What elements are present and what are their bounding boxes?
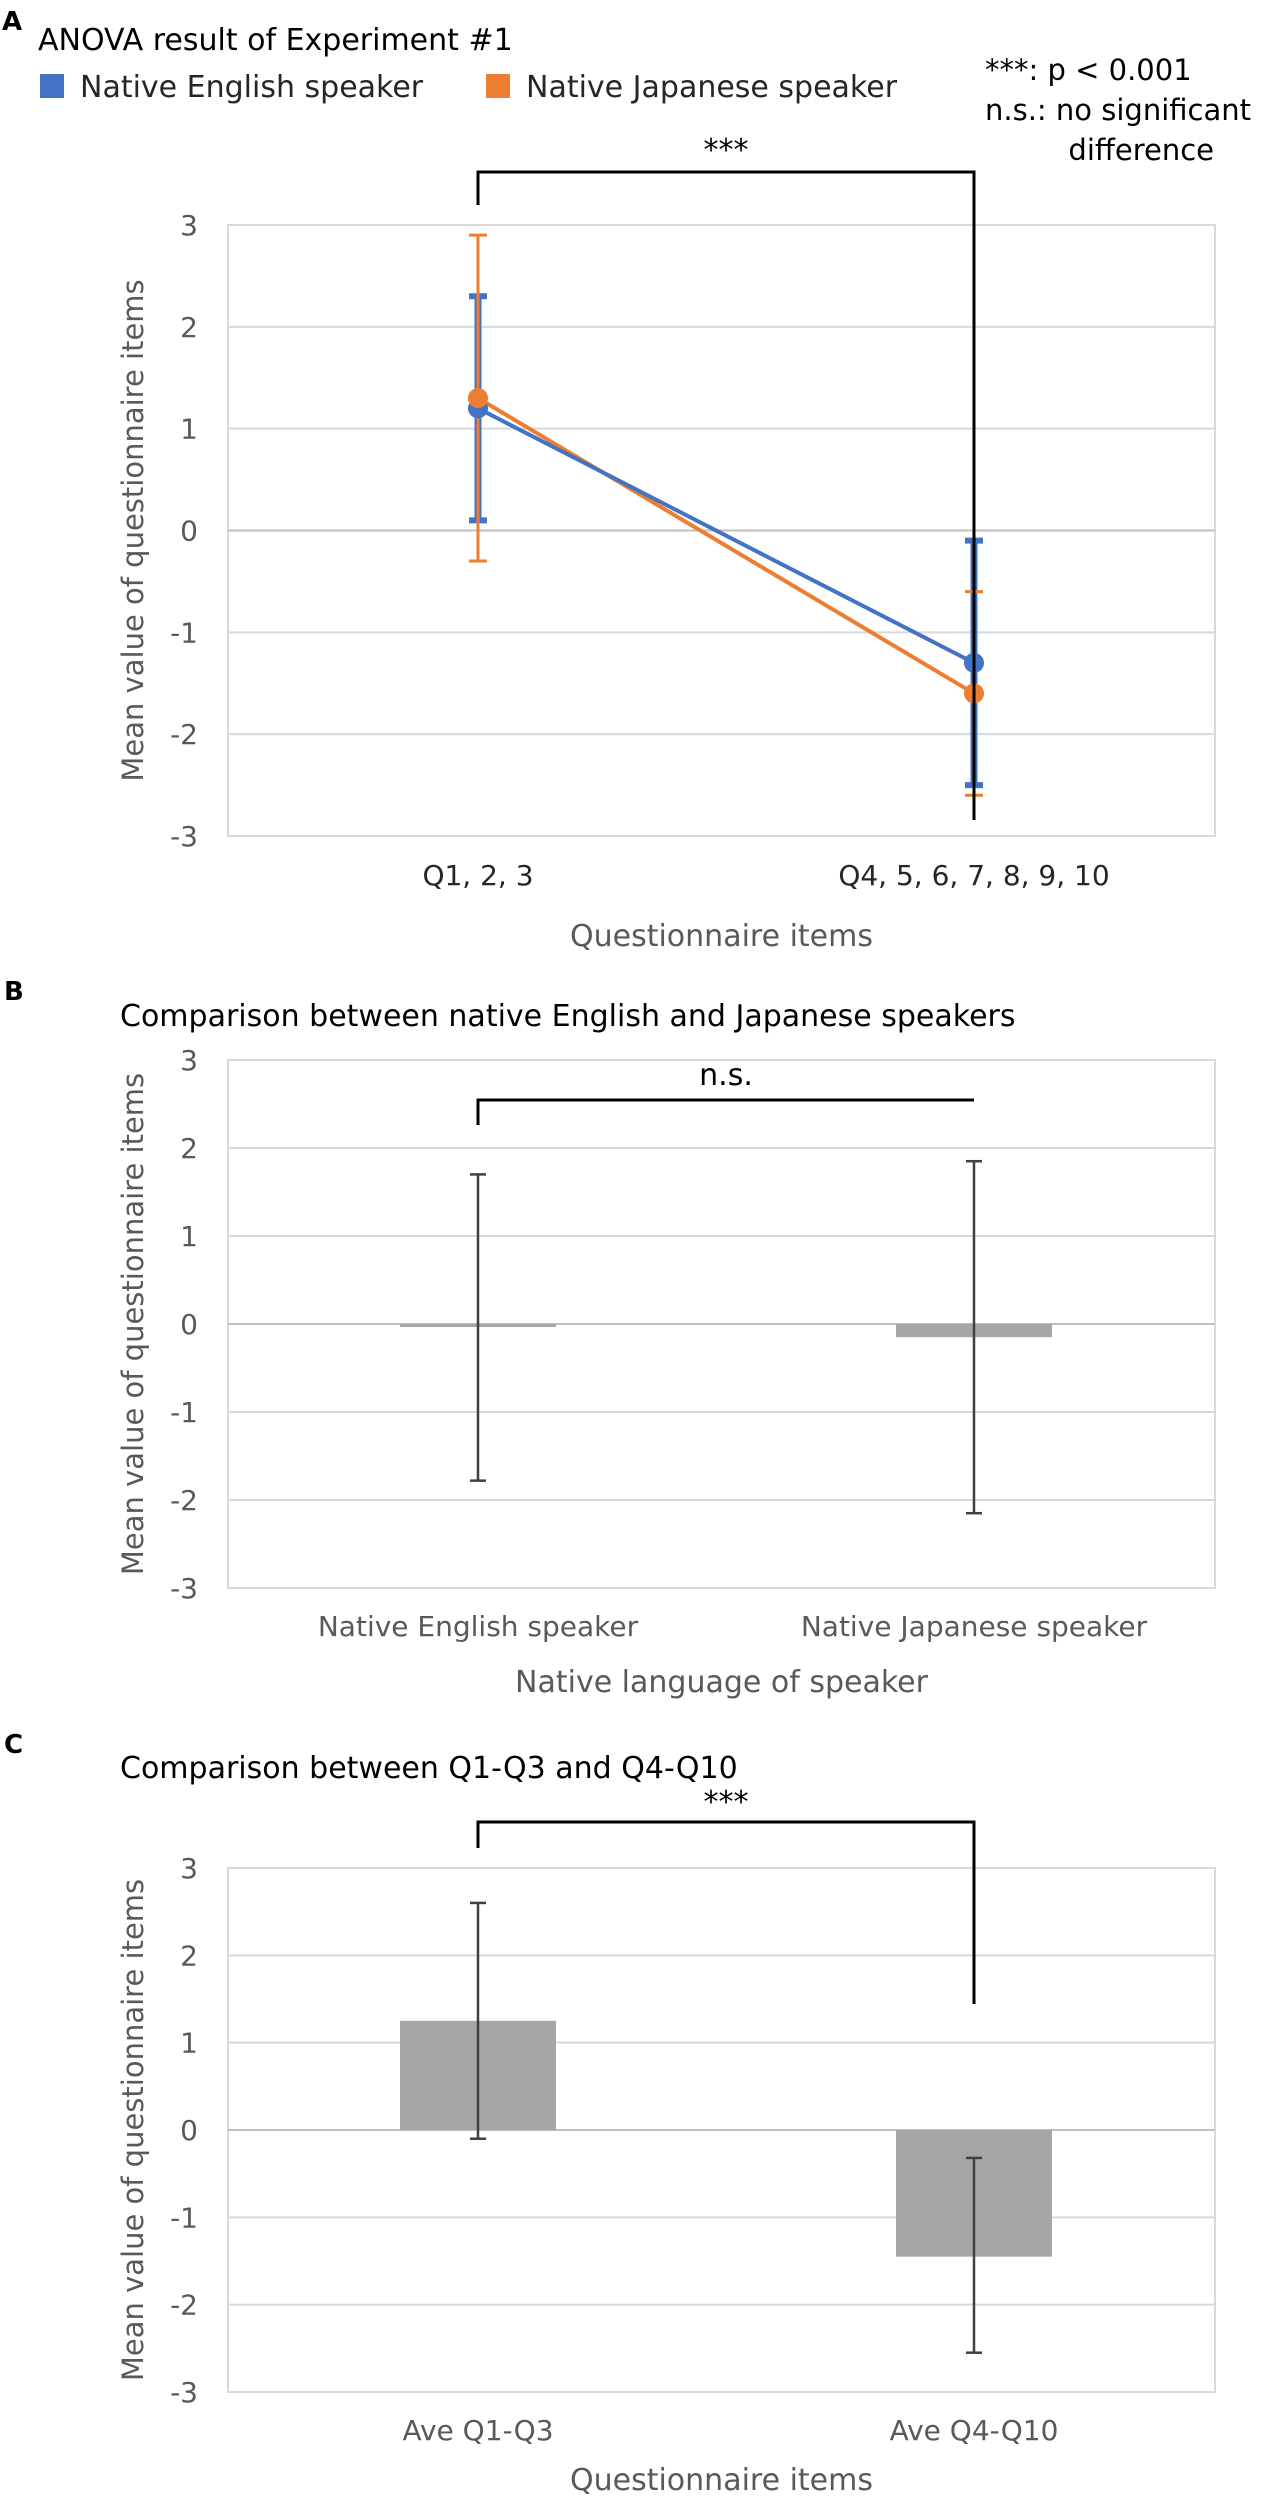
x-axis-label: Questionnaire items: [570, 919, 873, 954]
legend-label: Native English speaker: [80, 70, 424, 105]
significance-bracket: [478, 1100, 974, 1125]
note-text: ***: p < 0.001: [985, 53, 1192, 87]
y-tick-label: -1: [170, 1396, 198, 1429]
legend-swatch: [40, 74, 64, 98]
y-axis-label: Mean value of questionnaire items: [116, 1878, 150, 2382]
chart-title: Comparison between Q1-Q3 and Q4-Q10: [120, 1751, 738, 1786]
y-tick-label: 1: [180, 412, 198, 446]
y-tick-label: 3: [180, 1044, 198, 1077]
x-tick-label: Q4, 5, 6, 7, 8, 9, 10: [838, 859, 1110, 892]
significance-bracket: [478, 172, 974, 820]
y-tick-label: 2: [180, 1132, 198, 1165]
panel-letter: C: [4, 1730, 24, 1760]
significance-label: ***: [703, 133, 749, 168]
significance-label: n.s.: [699, 1058, 753, 1093]
y-tick-label: -1: [170, 616, 198, 650]
y-tick-label: 0: [180, 2114, 198, 2147]
x-tick-label: Native Japanese speaker: [800, 1610, 1148, 1643]
y-tick-label: -3: [170, 2376, 198, 2409]
x-axis-label: Questionnaire items: [570, 2463, 873, 2498]
series-line: [478, 398, 974, 693]
y-tick-label: -3: [170, 1572, 198, 1605]
x-axis-label: Native language of speaker: [515, 1665, 928, 1700]
y-tick-label: 1: [180, 2026, 198, 2060]
significance-bracket: [478, 1822, 974, 2004]
y-axis-label: Mean value of questionnaire items: [116, 1072, 150, 1576]
y-tick-label: 3: [180, 209, 198, 242]
y-axis-label: Mean value of questionnaire items: [116, 279, 150, 782]
y-tick-label: -1: [170, 2201, 198, 2235]
y-tick-label: -2: [170, 718, 198, 752]
panel-letter: B: [4, 977, 24, 1007]
panel-letter: A: [2, 7, 23, 37]
chart-title: ANOVA result of Experiment #1: [38, 23, 513, 58]
data-point: [468, 388, 488, 408]
note-text: n.s.: no significant: [985, 93, 1251, 127]
y-tick-label: 2: [180, 1939, 198, 1973]
y-tick-label: 0: [180, 1308, 198, 1341]
y-tick-label: 0: [180, 514, 198, 548]
y-tick-label: -3: [170, 820, 198, 853]
chart-title: Comparison between native English and Japanese speakers: [120, 999, 1016, 1034]
legend-label: Native Japanese speaker: [526, 70, 898, 105]
y-tick-label: -2: [170, 1484, 198, 1517]
legend-swatch: [486, 74, 510, 98]
x-tick-label: Native English speaker: [317, 1610, 639, 1643]
y-tick-label: 2: [180, 310, 198, 344]
note-text: difference: [1068, 133, 1214, 167]
x-tick-label: Q1, 2, 3: [422, 859, 534, 892]
y-tick-label: 1: [180, 1220, 198, 1253]
significance-label: ***: [703, 1785, 749, 1820]
y-tick-label: 3: [180, 1852, 198, 1885]
series-line: [478, 408, 974, 663]
x-tick-label: Ave Q1-Q3: [402, 2414, 554, 2447]
x-tick-label: Ave Q4-Q10: [889, 2414, 1059, 2447]
y-tick-label: -2: [170, 2288, 198, 2322]
